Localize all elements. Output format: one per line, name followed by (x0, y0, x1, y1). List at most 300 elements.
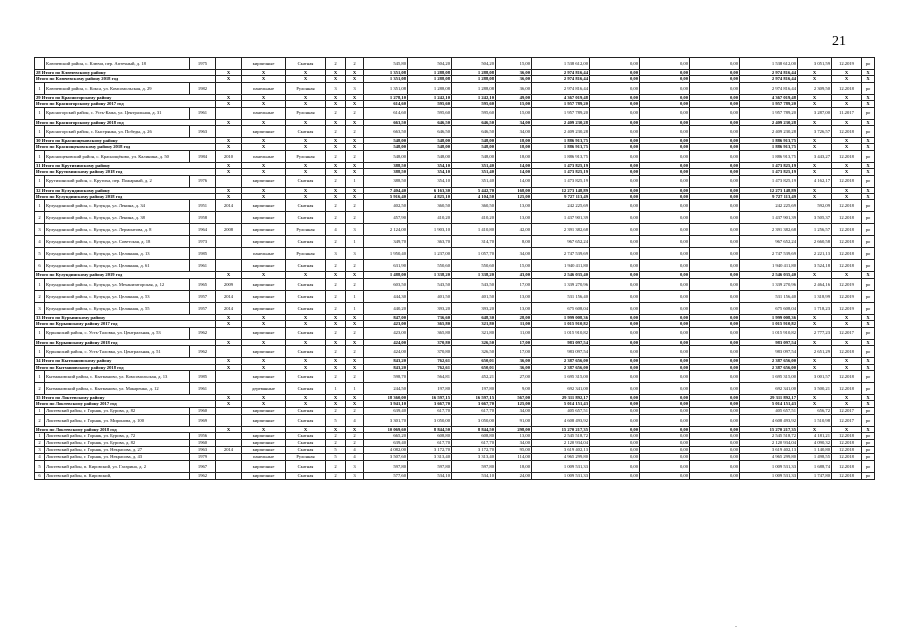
table-cell: 3 (346, 473, 364, 480)
address-cell: Локтевский район, г. Горняк, ул. Бурова, д. 82 (45, 440, 190, 447)
total-cell: X (862, 364, 875, 370)
table-cell: 3 (35, 302, 45, 314)
value-cell: 0,00 (690, 302, 740, 314)
table-cell (216, 327, 242, 339)
total-cell: 326,50 (452, 339, 496, 345)
table-cell: 1 (35, 200, 45, 212)
total-cell: 1 886 913,75 (532, 138, 590, 144)
table-cell: 2 (35, 440, 45, 447)
total-cell: 0,00 (690, 94, 740, 100)
total-cell: 1 473 825,19 (740, 169, 798, 175)
table-cell (216, 346, 242, 358)
total-cell: 0,00 (590, 169, 640, 175)
total-cell: 2 387 656,00 (740, 358, 798, 364)
table-row (35, 248, 875, 260)
table-cell: Скатная (286, 58, 326, 70)
table-cell: 1985 (190, 248, 216, 260)
value-cell: 2 409 230,28 (740, 126, 798, 138)
table-cell: 12.2018 (832, 454, 862, 461)
total-cell: 298,00 (496, 426, 532, 432)
value-cell: 3 619 402,13 (740, 447, 798, 454)
value-cell: 663,50 (364, 126, 408, 138)
total-label: Итого по Курьинскому району 2017 год (35, 321, 216, 327)
table-cell: 12.2018 (832, 260, 862, 272)
table-cell: ро (862, 414, 875, 426)
total-cell: 388,50 (364, 169, 408, 175)
total-cell: 0,00 (640, 70, 690, 76)
table-cell: 1962 (190, 346, 216, 358)
table-cell: 1 (35, 126, 45, 138)
table-cell: 12.2018 (832, 447, 862, 454)
table-cell: 2 (326, 302, 346, 314)
table-cell: Скатная (286, 236, 326, 248)
total-cell: 5 916,40 (364, 194, 408, 200)
table-cell: 12.2018 (832, 236, 862, 248)
value-cell: 0,00 (590, 278, 640, 290)
table-cell: кирпичные (242, 236, 286, 248)
value-cell: 1 015 910,82 (532, 327, 590, 339)
total-cell: 0,00 (690, 101, 740, 107)
value-cell: 1 688,74 (798, 461, 832, 473)
total-cell: 762,61 (408, 364, 452, 370)
value-cell: 401,50 (452, 290, 496, 302)
total-cell: 5 014 151,43 (532, 401, 590, 407)
address-cell: Ключевский район, с. Ключи, пер. Аптечный, д. 18 (45, 58, 190, 70)
value-cell: 0,00 (590, 382, 640, 394)
value-cell: 114,00 (496, 454, 532, 461)
total-cell: 1 015 910,82 (740, 321, 798, 327)
total-cell: 0,00 (590, 426, 640, 432)
total-cell: 17,00 (496, 339, 532, 345)
value-cell: 0,00 (590, 260, 640, 272)
total-cell: X (832, 138, 862, 144)
table-cell: 2 (326, 461, 346, 473)
table-row (35, 461, 875, 473)
table-row (35, 126, 875, 138)
value-cell: 0,00 (690, 107, 740, 119)
table-cell: 2 (35, 290, 45, 302)
table-cell: 1975 (190, 58, 216, 70)
table-cell: 2 (346, 327, 364, 339)
value-cell: 595,60 (408, 107, 452, 119)
total-cell: 29 311 892,17 (740, 394, 798, 400)
table-cell: кирпичные (242, 126, 286, 138)
table-cell: Скатная (286, 382, 326, 394)
total-cell: 1 957 789,20 (740, 101, 798, 107)
page-number: 21 (832, 34, 846, 49)
table-row (35, 433, 875, 440)
value-cell: 95,00 (496, 447, 532, 454)
total-cell: X (286, 119, 326, 125)
value-cell: 363,70 (408, 236, 452, 248)
table-cell: Скатная (286, 473, 326, 480)
table-cell: 12.2018 (832, 212, 862, 224)
total-cell: X (242, 187, 286, 193)
table-cell: Рулонная (286, 107, 326, 119)
total-cell: 650,01 (452, 358, 496, 364)
table-cell: 2 (326, 175, 346, 187)
value-cell: 2 464,16 (798, 278, 832, 290)
total-cell: 0,00 (690, 321, 740, 327)
total-cell: 9 727 113,49 (532, 194, 590, 200)
total-cell: 548,00 (452, 138, 496, 144)
address-cell: Кулундинский район, с. Кулунда, ул. Ленина, д. 38 (45, 212, 190, 224)
value-cell: 1 473 825,19 (532, 175, 590, 187)
value-cell: 656,72 (798, 407, 832, 414)
total-cell: 15 270 217,35 (740, 426, 798, 432)
total-cell: 18 360,00 (364, 394, 408, 400)
total-cell: X (242, 194, 286, 200)
table-row (35, 175, 875, 187)
total-cell: 15,00 (496, 101, 532, 107)
total-cell: 1 886 913,75 (740, 138, 798, 144)
table-row (35, 454, 875, 461)
value-cell: 2 221,13 (798, 248, 832, 260)
total-label: 30 Итого по Краснощековскому району (35, 138, 216, 144)
value-cell: 1 009 531,33 (532, 461, 590, 473)
total-cell: X (242, 272, 286, 278)
value-cell: 14,00 (496, 175, 532, 187)
total-cell: 0,00 (690, 401, 740, 407)
table-row (35, 447, 875, 454)
value-cell: 0,00 (590, 175, 640, 187)
value-cell: 639,40 (364, 407, 408, 414)
value-cell: 617,70 (408, 440, 452, 447)
total-cell: 15 270 217,35 (532, 426, 590, 432)
total-cell: 0,00 (690, 272, 740, 278)
value-cell: 0,00 (590, 407, 640, 414)
value-cell: 548,00 (452, 150, 496, 162)
table-row (35, 346, 875, 358)
table-cell: ро (862, 236, 875, 248)
value-cell: 0,00 (640, 260, 690, 272)
table-cell (216, 433, 242, 440)
total-cell: X (862, 394, 875, 400)
value-cell: 0,00 (690, 433, 740, 440)
table-row (35, 82, 875, 94)
value-cell: 423,00 (364, 327, 408, 339)
total-cell: 168,00 (496, 187, 532, 193)
total-cell: 0,00 (640, 426, 690, 432)
table-cell: 2 (346, 433, 364, 440)
table-cell: 12.2019 (832, 302, 862, 314)
table-cell: кирпичные (242, 461, 286, 473)
value-cell: 675 608,04 (532, 302, 590, 314)
value-cell: 646,50 (452, 126, 496, 138)
total-cell: 2 409 230,28 (532, 119, 590, 125)
table-cell: панельные (242, 248, 286, 260)
table-row (35, 407, 875, 414)
value-cell: 444,30 (364, 290, 408, 302)
value-cell: 564,81 (408, 370, 452, 382)
total-cell: X (346, 101, 364, 107)
value-cell: 1 256,57 (798, 224, 832, 236)
table-cell: 1963 (190, 126, 216, 138)
table-cell: 3 (346, 461, 364, 473)
total-cell: X (832, 144, 862, 150)
total-cell: 12 273 148,89 (740, 187, 798, 193)
value-cell: 603,50 (364, 278, 408, 290)
value-cell: 34,00 (496, 248, 532, 260)
table-cell: 1973 (190, 236, 216, 248)
table-cell: Скатная (286, 327, 326, 339)
value-cell: 1 410,80 (452, 224, 496, 236)
total-cell: 8 844,50 (452, 426, 496, 432)
total-cell: X (798, 194, 832, 200)
value-cell: 3 500,21 (798, 382, 832, 394)
total-cell: X (832, 187, 862, 193)
total-cell: 1 288,08 (408, 76, 452, 82)
table-cell: 12.2018 (832, 248, 862, 260)
table-cell: Скатная (286, 290, 326, 302)
table-cell: 5 (35, 248, 45, 260)
total-cell: X (346, 401, 364, 407)
total-label: Итого по Ключевскому району 2018 год (35, 76, 216, 82)
total-cell: X (286, 187, 326, 193)
value-cell: 410,20 (408, 212, 452, 224)
total-cell: 36,00 (496, 76, 532, 82)
total-cell: X (798, 339, 832, 345)
total-cell: 614,60 (364, 101, 408, 107)
table-cell: панельные (242, 82, 286, 94)
total-cell: X (862, 187, 875, 193)
table-cell (216, 473, 242, 480)
total-cell: X (216, 401, 242, 407)
table-cell: 11.2017 (832, 107, 862, 119)
total-cell: 351,40 (452, 169, 496, 175)
value-cell: 18,00 (496, 461, 532, 473)
table-cell: 12.2018 (832, 346, 862, 358)
value-cell: 504,20 (408, 58, 452, 70)
total-cell: 0,00 (590, 162, 640, 168)
table-cell: ро (862, 433, 875, 440)
total-cell: X (242, 321, 286, 327)
value-cell: 0,00 (640, 248, 690, 260)
table-cell: 2 (326, 407, 346, 414)
total-cell: 1 351,08 (364, 70, 408, 76)
value-cell: 608,80 (408, 433, 452, 440)
table-cell: Скатная (286, 260, 326, 272)
value-cell: 2 409 230,28 (532, 126, 590, 138)
value-cell: 42,00 (496, 224, 532, 236)
table-cell: 6 (35, 473, 45, 480)
value-cell: 0,00 (640, 302, 690, 314)
table-cell: 1976 (190, 175, 216, 187)
total-cell: 0,00 (690, 339, 740, 345)
total-cell: 16 597,15 (408, 394, 452, 400)
table-cell: 2 (35, 382, 45, 394)
total-cell: X (862, 194, 875, 200)
value-cell: 410,20 (452, 212, 496, 224)
value-cell: 1 015 910,82 (740, 327, 798, 339)
value-cell: 0,00 (590, 433, 640, 440)
value-cell: 0,00 (690, 212, 740, 224)
value-cell: 0,00 (640, 433, 690, 440)
total-cell: 0,00 (690, 358, 740, 364)
total-cell: X (862, 401, 875, 407)
value-cell: 1 339 270,96 (532, 278, 590, 290)
value-cell: 0,00 (640, 224, 690, 236)
total-cell: 4 104,50 (452, 194, 496, 200)
total-cell: X (862, 70, 875, 76)
address-cell: Ключевский район, с. Кокса, ул. Комсомольская, д. 29 (45, 82, 190, 94)
table-cell: 1979 (190, 454, 216, 461)
table-cell: кирпичные (242, 433, 286, 440)
value-cell: 3 050,00 (452, 414, 496, 426)
table-cell: 12.2017 (832, 414, 862, 426)
value-cell: 3 051,59 (798, 58, 832, 70)
total-cell: X (862, 101, 875, 107)
total-cell: 548,00 (364, 138, 408, 144)
value-cell: 3 172,70 (408, 447, 452, 454)
table-cell: 2014 (216, 447, 242, 454)
value-cell: 314,70 (452, 236, 496, 248)
total-cell: 0,00 (690, 426, 740, 432)
value-cell: 0,00 (640, 473, 690, 480)
total-cell: X (346, 70, 364, 76)
table-cell (216, 126, 242, 138)
total-cell: 0,00 (590, 119, 640, 125)
total-cell: 2 409 230,28 (740, 119, 798, 125)
value-cell: 0,00 (590, 107, 640, 119)
table-row (35, 224, 875, 236)
total-label: 32 Итого по Кулундинскому району (35, 187, 216, 193)
total-cell: 351,40 (452, 162, 496, 168)
table-cell: кирпичные (242, 212, 286, 224)
address-cell: Крутихинский район, с. Крутиха, пер. Пожарный, д. 2 (45, 175, 190, 187)
repair-program-table-container (34, 57, 874, 480)
value-cell: 0,00 (690, 407, 740, 414)
total-cell: X (326, 321, 346, 327)
total-label: Итого по Локтевскому району 2018 год (35, 426, 216, 432)
table-cell (216, 260, 242, 272)
total-cell: X (326, 401, 346, 407)
table-row (35, 58, 875, 70)
table-cell: кирпичные (242, 260, 286, 272)
total-cell: 2 974 816,44 (740, 76, 798, 82)
value-cell: 0,00 (690, 382, 740, 394)
value-cell: 614,60 (364, 107, 408, 119)
total-cell: X (832, 162, 862, 168)
total-label: 31 Итого по Крутихинскому району (35, 162, 216, 168)
value-cell: 0,00 (640, 82, 690, 94)
total-cell: X (286, 394, 326, 400)
table-row (35, 236, 875, 248)
table-cell: ро (862, 346, 875, 358)
table-cell: 2 (326, 126, 346, 138)
total-cell: X (832, 76, 862, 82)
total-cell: 354,10 (408, 162, 452, 168)
total-cell: X (346, 426, 364, 432)
table-cell: ро (862, 212, 875, 224)
table-cell (216, 440, 242, 447)
value-cell: 15,00 (496, 58, 532, 70)
address-cell: Кулундинский район, с. Кулунда, ул. Советская, д. 18 (45, 236, 190, 248)
table-cell: 12.2018 (832, 150, 862, 162)
table-cell: 4 (346, 414, 364, 426)
value-cell: 577,60 (364, 473, 408, 480)
value-cell: 3 172,70 (452, 447, 496, 454)
value-cell: 675 608,04 (740, 302, 798, 314)
table-cell: ро (862, 260, 875, 272)
total-cell: 0,00 (690, 194, 740, 200)
footer-mark: - (735, 624, 737, 630)
total-cell: X (798, 94, 832, 100)
table-cell: ро (862, 447, 875, 454)
value-cell: 0,00 (690, 248, 740, 260)
table-cell: 1 (35, 407, 45, 414)
table-cell: 1962 (190, 473, 216, 480)
value-cell: 393,20 (408, 302, 452, 314)
total-cell: X (216, 321, 242, 327)
table-cell: 12.2018 (832, 461, 862, 473)
value-cell: 4 608 493,92 (532, 414, 590, 426)
total-cell: X (216, 339, 242, 345)
value-cell: 13,00 (496, 200, 532, 212)
total-cell: X (346, 119, 364, 125)
table-cell: панельные (242, 150, 286, 162)
total-cell: X (286, 426, 326, 432)
total-cell: X (216, 162, 242, 168)
table-cell: 1 (35, 150, 45, 162)
table-cell: 1961 (190, 260, 216, 272)
total-cell: 36,00 (496, 70, 532, 76)
value-cell: 2 545 518,72 (740, 433, 798, 440)
value-cell: 617,70 (452, 440, 496, 447)
table-cell: 2 (346, 150, 364, 162)
total-cell: X (242, 76, 286, 82)
value-cell: 1 288,08 (408, 82, 452, 94)
total-cell: X (216, 144, 242, 150)
total-cell: 6 163,30 (408, 187, 452, 193)
value-cell: 0,00 (590, 370, 640, 382)
total-cell: X (862, 119, 875, 125)
table-cell: 1960 (190, 407, 216, 414)
value-cell: 1 957 789,20 (532, 107, 590, 119)
total-cell: 0,00 (640, 194, 690, 200)
address-cell: Кулундинский район, с. Кулунда, ул. Механизаторская, д. 12 (45, 278, 190, 290)
value-cell: 197,80 (408, 382, 452, 394)
total-cell: X (216, 187, 242, 193)
total-cell: X (242, 169, 286, 175)
value-cell: 0,00 (640, 407, 690, 414)
value-cell: 1 903,10 (408, 224, 452, 236)
total-cell: 12 273 148,89 (532, 187, 590, 193)
total-cell: X (286, 194, 326, 200)
table-cell: ро (862, 370, 875, 382)
value-cell: 1 437 901,39 (740, 212, 798, 224)
total-cell: X (346, 187, 364, 193)
table-cell: 1 (35, 346, 45, 358)
total-cell: 0,00 (640, 162, 690, 168)
total-cell: X (326, 94, 346, 100)
table-cell: 1 (346, 382, 364, 394)
value-cell: 3 505,37 (798, 212, 832, 224)
total-label: Итого по Красногорскому району 2018 год (35, 119, 216, 125)
total-cell: X (832, 401, 862, 407)
total-label: 28 Итого по Ключевскому району (35, 70, 216, 76)
value-cell: 17,00 (496, 278, 532, 290)
total-cell: 1 886 913,75 (532, 144, 590, 150)
address-cell: Кулундинский район, с. Кулунда, ул. Целинная, д. 61 (45, 260, 190, 272)
total-cell: 0,00 (590, 364, 640, 370)
value-cell: 1 957 789,20 (740, 107, 798, 119)
table-cell: 2 (346, 278, 364, 290)
table-cell: ро (862, 327, 875, 339)
table-cell: ро (862, 440, 875, 447)
table-cell: 1960 (190, 440, 216, 447)
value-cell: 0,00 (640, 461, 690, 473)
